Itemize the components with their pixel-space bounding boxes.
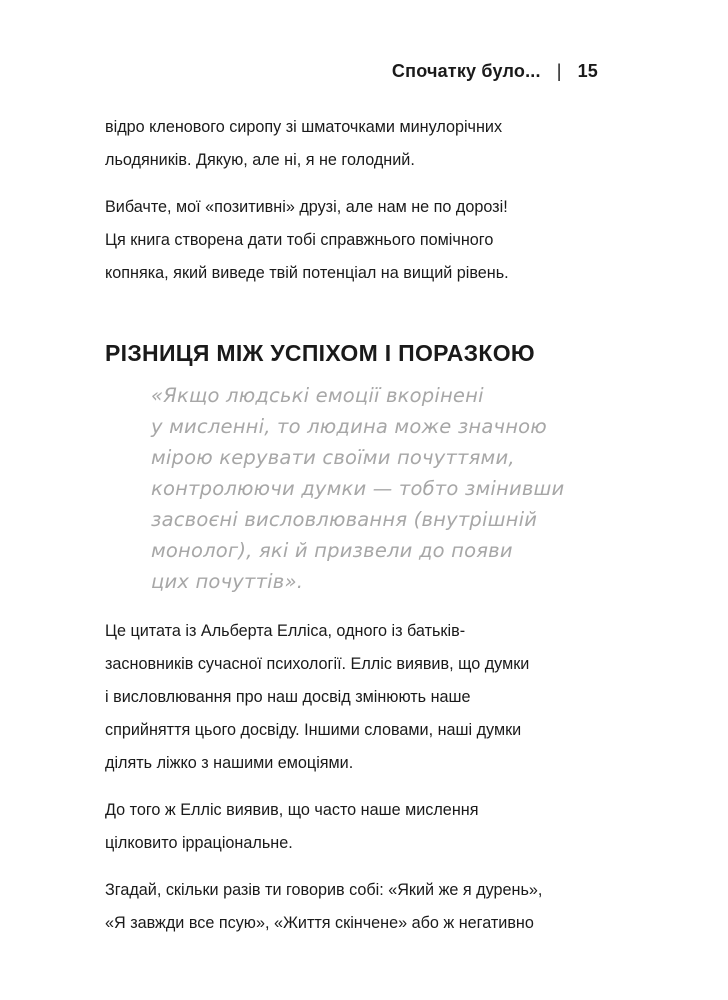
paragraph-line: сприйняття цього досвіду. Іншими словами, наші думки	[105, 721, 522, 739]
paragraph-5	[105, 874, 615, 940]
epigraph-quote	[151, 380, 615, 597]
paragraph-1	[105, 111, 615, 177]
chapter-title: Спочатку було...	[391, 61, 541, 81]
paragraph-line: Вибачте, мої «позитивні» друзі, але нам не по дорозі!	[105, 198, 508, 216]
paragraph-4	[105, 794, 615, 860]
paragraph-line: Це цитата із Альберта Елліса, одного із батьків-	[105, 622, 466, 640]
epigraph-line: цих почуттів».	[151, 570, 304, 593]
paragraph-line: цілковито ірраціональне.	[105, 834, 293, 852]
paragraph-line: льодяників. Дякую, але ні, я не голодний.	[105, 151, 415, 169]
epigraph-line: «Якщо людські емоції вкорінені	[151, 384, 484, 407]
epigraph-line: монолог), які й призвели до появи	[151, 539, 513, 562]
section-heading: РІЗНИЦЯ МІЖ УСПІХОМ І ПОРАЗКОЮ	[105, 340, 535, 366]
paragraph-line: засновників сучасної психології. Елліс виявив, що думки	[105, 655, 530, 673]
paragraph-line: Згадай, скільки разів ти говорив собі: «Який же я дурень»,	[105, 881, 543, 899]
paragraph-line: «Я завжди все псую», «Життя скінчене» або ж негативно	[105, 914, 534, 932]
paragraph-3	[105, 615, 615, 780]
paragraph-line: відро кленового сиропу зі шматочками минулорічних	[105, 118, 503, 136]
page-body	[105, 111, 615, 954]
epigraph-line: у мисленні, то людина може значною	[151, 415, 547, 438]
page-number: 15	[577, 61, 598, 81]
paragraph-line: Ця книга створена дати тобі справжнього помічного	[105, 231, 494, 249]
paragraph-line: ділять ліжко з нашими емоціями.	[105, 754, 354, 772]
header-separator: |	[556, 61, 562, 81]
paragraph-line: і висловлювання про наш досвід змінюють наше	[105, 688, 471, 706]
running-header	[392, 61, 598, 82]
epigraph-line: засвоєні висловлювання (внутрішній	[151, 508, 538, 531]
epigraph-line: мірою керувати своїми почуттями,	[151, 446, 515, 469]
epigraph-line: контролюючи думки — тобто змінивши	[151, 477, 565, 500]
paragraph-2	[105, 191, 615, 290]
paragraph-line: До того ж Елліс виявив, що часто наше мислення	[105, 801, 479, 819]
paragraph-line: копняка, який виведе твій потенціал на вищий рівень.	[105, 264, 509, 282]
